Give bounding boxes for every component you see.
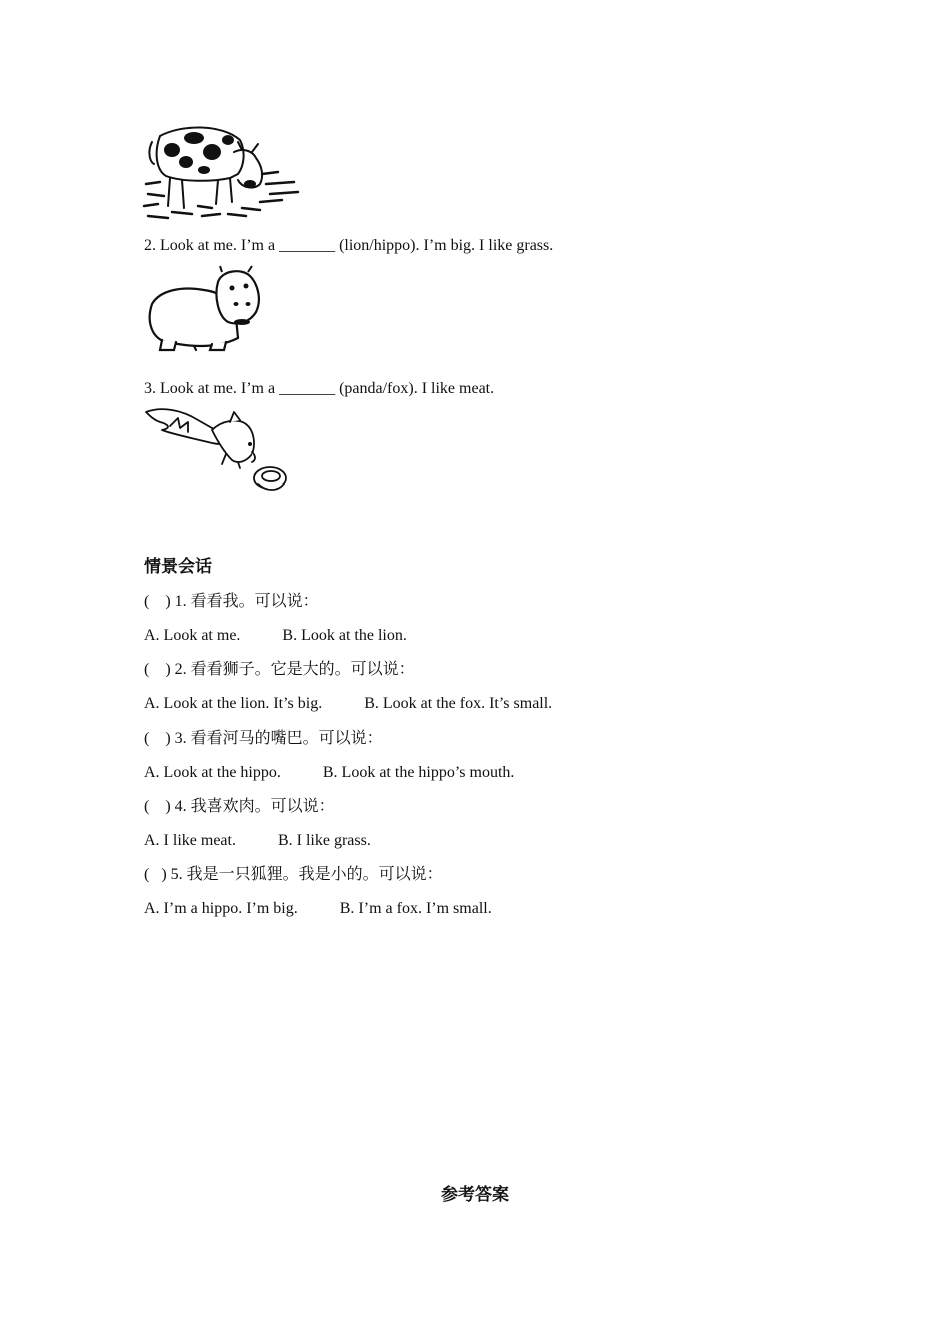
dialogue-options-3 (144, 763, 514, 783)
answer-key-title: 参考答案 (441, 1185, 509, 1205)
dialogue-prompt-1: ( ) 1. 看看我。可以说： (144, 593, 319, 610)
hippo-illustration (142, 264, 266, 352)
option-a: A. Look at the hippo. (144, 764, 281, 781)
dialogue-heading: 情景会话 (144, 557, 212, 577)
question-2-text: 2. Look at me. I’m a _______ (lion/hippo). I’m big. I like grass. (144, 237, 554, 254)
dialogue-options-5 (144, 899, 492, 919)
option-b: B. I like grass. (277, 832, 371, 849)
dialogue-options-1 (144, 626, 407, 646)
cow-illustration (142, 122, 302, 220)
dialogue-options-4 (144, 831, 371, 851)
option-b: B. I’m a fox. I’m small. (339, 900, 492, 917)
option-a: A. I like meat. (144, 832, 236, 849)
option-b: B. Look at the lion. (282, 627, 407, 644)
question-3-text: 3. Look at me. I’m a _______ (panda/fox). I like meat. (144, 380, 495, 397)
dialogue-prompt-4: ( ) 4. 我喜欢肉。可以说： (144, 798, 335, 815)
option-a: A. I’m a hippo. I’m big. (144, 900, 298, 917)
dialogue-prompt-3: ( ) 3. 看看河马的嘴巴。可以说： (144, 730, 383, 747)
fox-illustration (142, 404, 292, 498)
dialogue-options-2 (144, 694, 552, 714)
option-b: B. Look at the fox. It’s small. (364, 695, 553, 712)
dialogue-prompt-2: ( ) 2. 看看狮子。它是大的。可以说： (144, 661, 415, 678)
dialogue-prompt-5: ( ) 5. 我是一只狐狸。我是小的。可以说： (144, 866, 443, 883)
option-a: A. Look at me. (144, 627, 241, 644)
option-b: B. Look at the hippo’s mouth. (322, 764, 515, 781)
option-a: A. Look at the lion. It’s big. (144, 695, 323, 712)
